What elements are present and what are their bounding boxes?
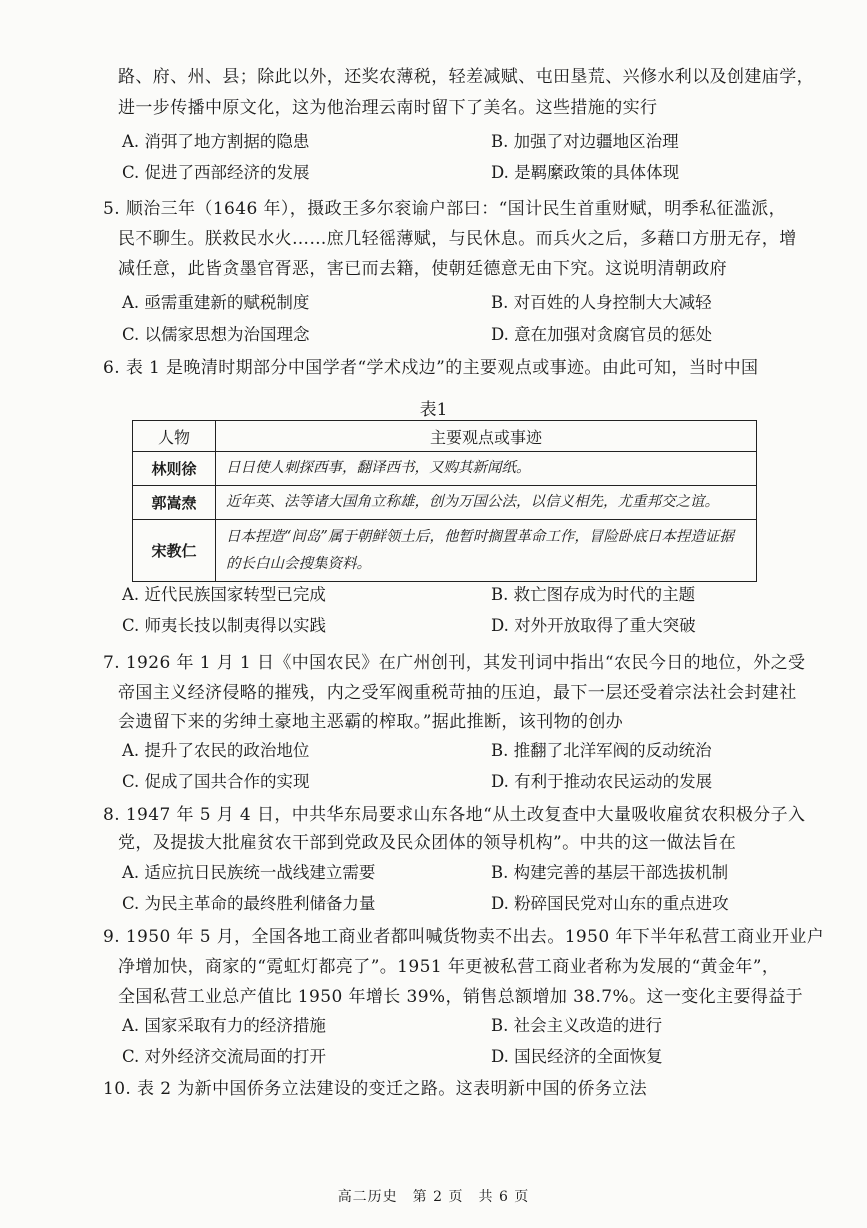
q4-option-b: B. 加强了对边疆地区治理 bbox=[491, 132, 679, 151]
q5-stem-line1: 5. 顺治三年（1646 年），摄政王多尔衮谕户部曰：“国计民生首重财赋，明季私征滥派， bbox=[103, 199, 787, 219]
q4-option-a: A. 消弭了地方割据的隐患 bbox=[122, 132, 310, 151]
q7-option-c: C. 促成了国共合作的实现 bbox=[122, 772, 310, 791]
page-footer: 高二历史 第 2 页 共 6 页 bbox=[337, 1189, 530, 1205]
q7-option-a: A. 提升了农民的政治地位 bbox=[122, 741, 310, 760]
q9-option-a: A. 国家采取有力的经济措施 bbox=[122, 1016, 326, 1035]
q7-stem-line1: 7. 1926 年 1 月 1 日《中国农民》在广州创刊，其发刊词中指出“农民今日的地位，外之受 bbox=[103, 653, 806, 673]
q6-option-b: B. 救亡图存成为时代的主题 bbox=[491, 585, 696, 604]
q6-option-a: A. 近代民族国家转型已完成 bbox=[122, 585, 326, 604]
table-row bbox=[133, 486, 757, 520]
table-cell-content: 近年英、法等诸大国角立称雄，创为万国公法，以信义相先，尤重邦交之谊。 bbox=[216, 486, 757, 520]
q8-stem-line2: 党，及提拔大批雇贫农干部到党政及民众团体的领导机构”。中共的这一做法旨在 bbox=[118, 833, 737, 853]
q6-option-d: D. 对外开放取得了重大突破 bbox=[491, 616, 696, 635]
table-cell-name: 宋教仁 bbox=[133, 520, 216, 582]
q4-option-c: C. 促进了西部经济的发展 bbox=[122, 163, 310, 182]
table-row bbox=[133, 520, 757, 582]
q10-stem-line1: 10. 表 2 为新中国侨务立法建设的变迁之路。这表明新中国的侨务立法 bbox=[103, 1079, 648, 1099]
q5-option-b: B. 对百姓的人身控制大大减轻 bbox=[491, 293, 712, 312]
table-header-content: 主要观点或事迹 bbox=[216, 421, 757, 452]
q4-option-d: D. 是羁縻政策的具体体现 bbox=[491, 163, 680, 182]
q9-stem-line1: 9. 1950 年 5 月，全国各地工商业者都叫喊货物卖不出去。1950 年下半年私营工商业开业户 bbox=[103, 927, 825, 947]
q8-option-b: B. 构建完善的基层干部选拔机制 bbox=[491, 863, 729, 882]
q7-option-d: D. 有利于推动农民运动的发展 bbox=[491, 772, 713, 791]
q5-stem-line3: 减任意，此皆贪墨官胥恶，害已而去籍，使朝廷德意无由下究。这说明清朝政府 bbox=[118, 259, 727, 279]
q5-option-c: C. 以儒家思想为治国理念 bbox=[122, 325, 310, 344]
q8-option-c: C. 为民主革命的最终胜利储备力量 bbox=[122, 894, 376, 913]
table-header-person: 人物 bbox=[133, 421, 216, 452]
q9-option-c: C. 对外经济交流局面的打开 bbox=[122, 1047, 327, 1066]
q4-stem-line2: 进一步传播中原文化，这为他治理云南时留下了美名。这些措施的实行 bbox=[118, 98, 658, 118]
table-cell-name: 郭嵩焘 bbox=[133, 486, 216, 520]
q9-stem-line3: 全国私营工业总产值比 1950 年增长 39%，销售总额增加 38.7%。这一变化主要得益于 bbox=[118, 987, 804, 1007]
q6-option-c: C. 师夷长技以制夷得以实践 bbox=[122, 616, 327, 635]
q8-option-d: D. 粉碎国民党对山东的重点进攻 bbox=[491, 894, 729, 913]
q9-option-d: D. 国民经济的全面恢复 bbox=[491, 1047, 663, 1066]
q9-option-b: B. 社会主义改造的进行 bbox=[491, 1016, 663, 1035]
q7-stem-line2: 帝国主义经济侵略的摧残，内之受军阀重税苛抽的压迫，最下一层还受着宗法社会封建社 bbox=[118, 683, 797, 703]
q8-stem-line1: 8. 1947 年 5 月 4 日，中共华东局要求山东各地“从土改复查中大量吸收雇贫农积极分子入 bbox=[103, 805, 806, 825]
q8-option-a: A. 适应抗日民族统一战线建立需要 bbox=[122, 863, 376, 882]
table1 bbox=[132, 420, 757, 582]
q6-stem-line1: 6. 表 1 是晚清时期部分中国学者“学术戍边”的主要观点或事迹。由此可知，当时中国 bbox=[103, 358, 759, 378]
q5-option-d: D. 意在加强对贪腐官员的惩处 bbox=[491, 325, 713, 344]
q4-stem-line1: 路、府、州、县；除此以外，还奖农薄税，轻差减赋、屯田垦荒、兴修水利以及创建庙学， bbox=[118, 67, 814, 87]
q7-option-b: B. 推翻了北洋军阀的反动统治 bbox=[491, 741, 712, 760]
table-header-row bbox=[133, 421, 757, 452]
table-cell-content: 日本捏造“间岛”属于朝鲜领土后，他暂时搁置革命工作，冒险卧底日本捏造证据的长白山会搜集资料。 bbox=[216, 520, 757, 582]
q7-stem-line3: 会遗留下来的劣绅土豪地主恶霸的榨取。”据此推断，该刊物的创办 bbox=[118, 712, 624, 732]
q5-option-a: A. 亟需重建新的赋税制度 bbox=[122, 293, 310, 312]
table-cell-content: 日日使人刺探西事，翻译西书，又购其新闻纸。 bbox=[216, 452, 757, 486]
q9-stem-line2: 净增加快，商家的“霓虹灯都亮了”。1951 年更被私营工商业者称为发展的“黄金年”， bbox=[118, 957, 780, 977]
table-cell-name: 林则徐 bbox=[133, 452, 216, 486]
table1-caption: 表1 bbox=[419, 400, 448, 420]
q5-stem-line2: 民不聊生。朕救民水火……庶几轻徭薄赋，与民休息。而兵火之后，多藉口方册无存，增 bbox=[118, 229, 797, 249]
table-row bbox=[133, 452, 757, 486]
